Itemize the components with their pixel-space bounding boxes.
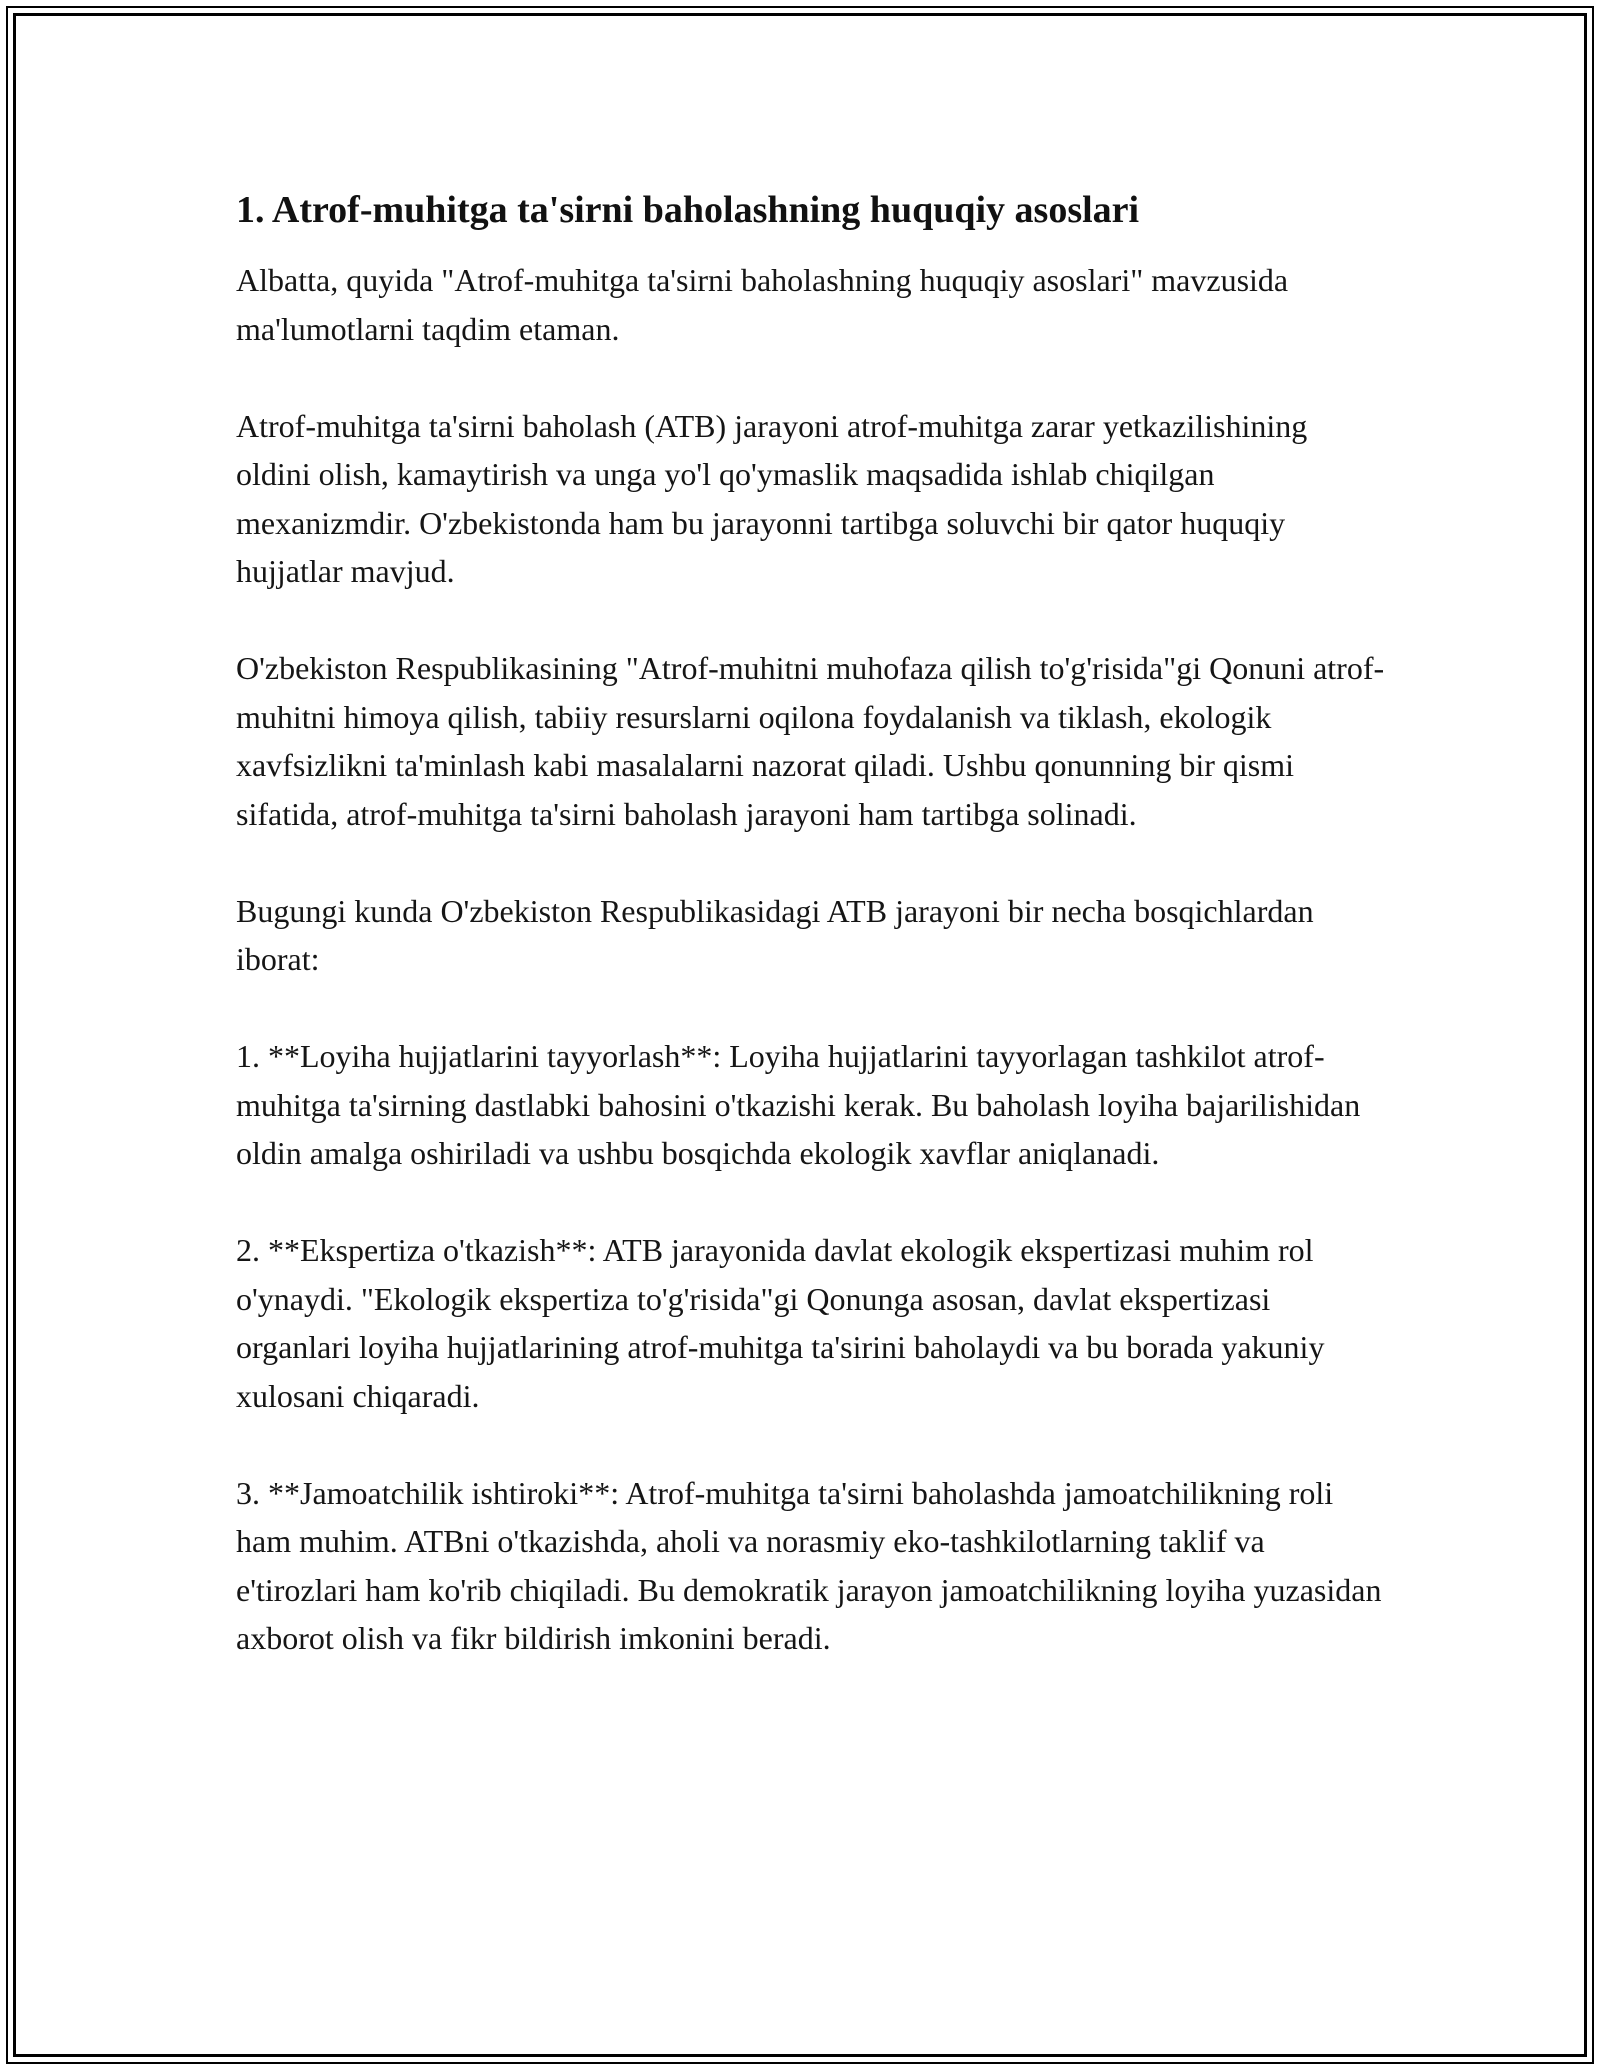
paragraph-stages-intro: Bugungi kunda O'zbekiston Respublikasidagi ATB jarayoni bir necha bosqichlardan iborat: xyxy=(236,892,1314,977)
document-body xyxy=(236,186,1386,1711)
paragraph-atb-definition: Atrof-muhitga ta'sirni baholash (ATB) jarayoni atrof-muhitga zarar yetkazilishining oldini olish, kamaytirish va unga yo'l qo'ymaslik maqsadida ishlab chiqilgan mexanizmdir. O'zbekistonda ham bu jarayonni tartibga soluvchi bir qator huquqiy hujjatlar mavjud. xyxy=(236,407,1308,589)
paragraph-law: O'zbekiston Respublikasining "Atrof-muhitni muhofaza qilish to'g'risida"gi Qonuni atrof-muhitni himoya qilish, tabiiy resurslarni oqilona foydalanish va tiklash, ekologik xavfsizlikni ta'minlash kabi masalalarni nazorat qiladi. Ushbu qonunning bir qismi sifatida, atrof-muhitga ta'sirni baholash jarayoni ham tartibga solinadi. xyxy=(236,650,1385,832)
list-item-stage-2: 2. **Ekspertiza o'tkazish**: ATB jarayonida davlat ekologik ekspertizasi muhim rol o'ynaydi. "Ekologik ekspertiza to'g'risida"gi Qonunga asosan, davlat ekspertizasi organlari loyiha hujjatlarining atrof-muhitga ta'sirini baholaydi va bu borada yakuniy xulosani chiqaradi. xyxy=(236,1232,1325,1414)
paragraph-intro: Albatta, quyida "Atrof-muhitga ta'sirni baholashning huquqiy asoslari" mavzusida ma'lumotlarni taqdim etaman. xyxy=(236,262,1289,347)
list-item-stage-3: 3. **Jamoatchilik ishtiroki**: Atrof-muhitga ta'sirni baholashda jamoatchilikning roli ham muhim. ATBni o'tkazishda, aholi va norasmiy eko-tashkilotlarning taklif va e'tirozlari ham ko'rib chiqiladi. Bu demokratik jarayon jamoatchilikning loyiha yuzasidan axborot olish va fikr bildirish imkonini beradi. xyxy=(236,1474,1382,1656)
page-title: 1. Atrof-muhitga ta'sirni baholashning huquqiy asoslari xyxy=(236,189,1140,231)
list-item-stage-1: 1. **Loyiha hujjatlarini tayyorlash**: Loyiha hujjatlarini tayyorlagan tashkilot atrof-muhitga ta'sirning dastlabki bahosini o'tkazishi kerak. Bu baholash loyiha bajarilishidan oldin amalga oshiriladi va ushbu bosqichda ekologik xavflar aniqlanadi. xyxy=(236,1038,1361,1171)
